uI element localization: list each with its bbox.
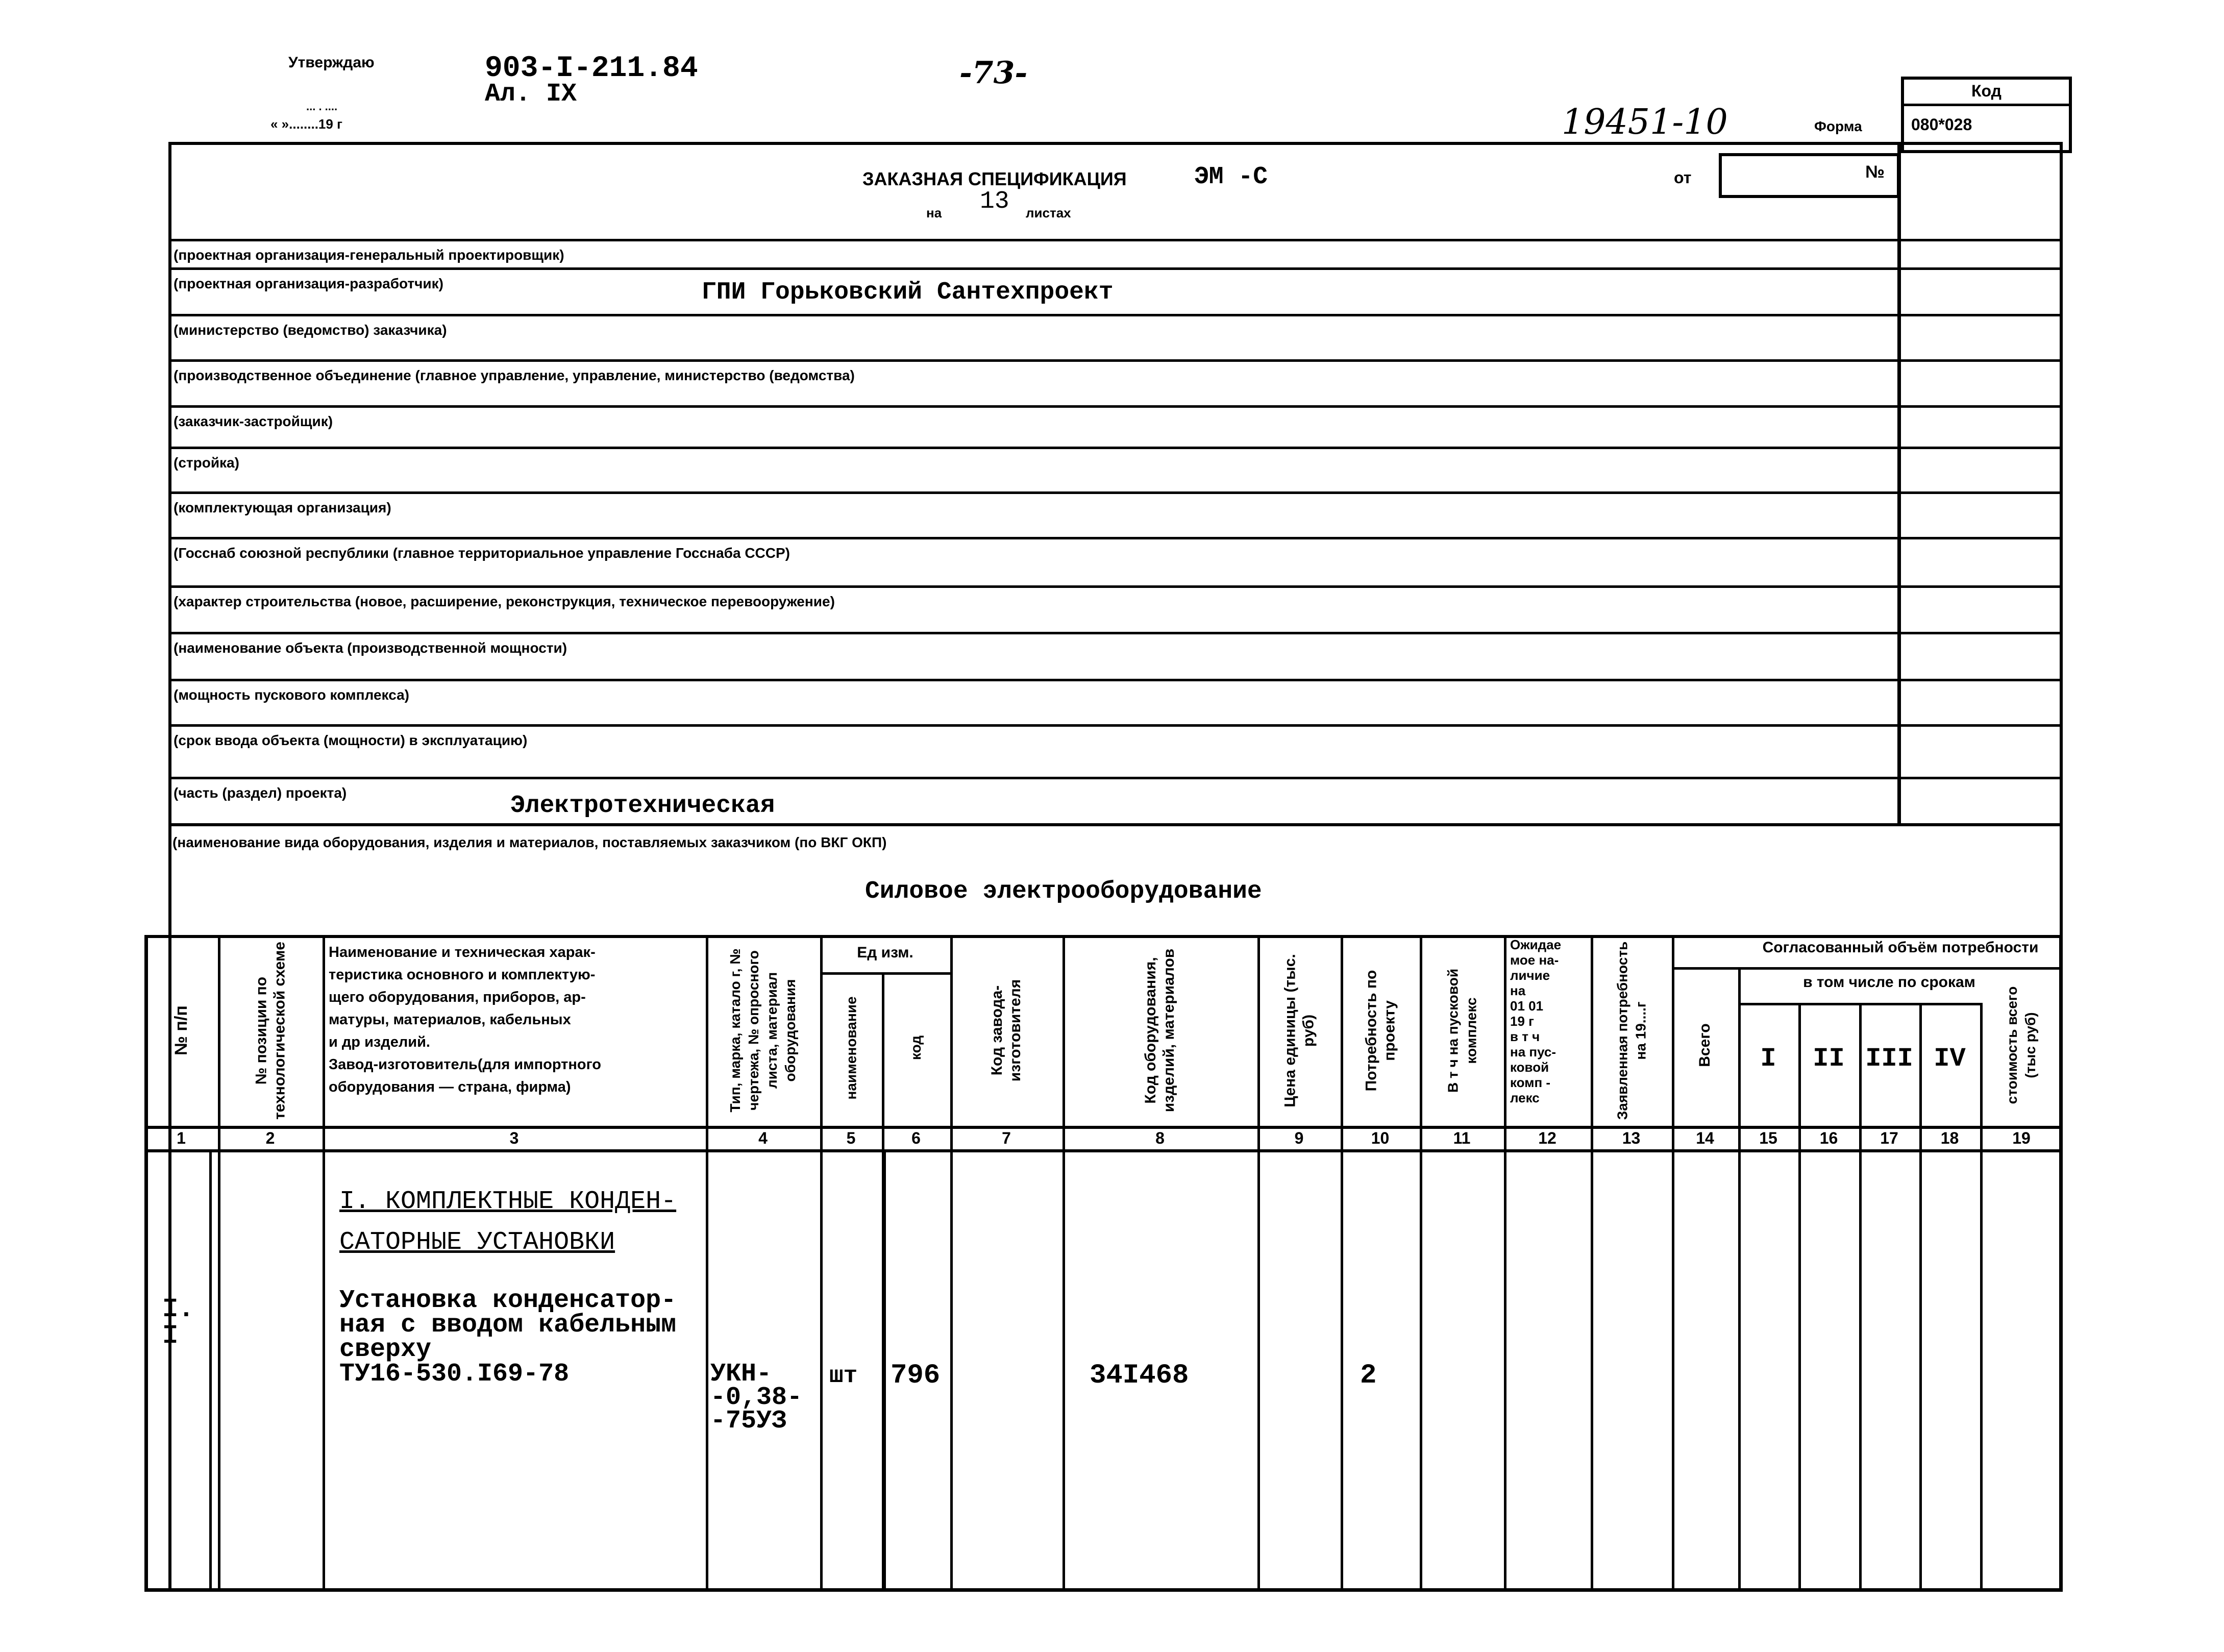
col-header-expected-line: на — [1510, 983, 1526, 998]
field-label: (Госснаб союзной республики (главное территориальное управление Госснаба СССР) — [174, 545, 790, 561]
spec-code: ЭМ -С — [1194, 163, 1268, 191]
field-line — [168, 724, 1901, 727]
need-quantity: 2 — [1360, 1360, 1377, 1391]
item-name-line2: ная с вводом кабельным — [339, 1311, 677, 1340]
form-label: Форма — [1814, 118, 1862, 134]
col-header-type: Тип, марка, катало г, № чертежа, № опросного листа, материал оборудования — [727, 948, 798, 1113]
section-heading-line2: САТОРНЫЕ УСТАНОВКИ — [339, 1228, 615, 1257]
col-header-need: Потребность по проекту — [1362, 970, 1398, 1091]
field-label: (заказчик-застройщик) — [174, 413, 333, 429]
col-header-position: № позиции по технологической схеме — [252, 941, 288, 1120]
col-header-name-line: оборудования — страна, фирма) — [329, 1079, 571, 1095]
equipment-label: (наименование вида оборудования, изделия и материалов, поставляемых заказчиком (по ВКГ ОКП) — [172, 834, 887, 850]
col-number-cost: 19 — [2012, 1129, 2031, 1147]
field-line — [168, 359, 1901, 362]
item-type — [710, 1360, 803, 1436]
quarters-header-line — [1738, 1003, 1980, 1005]
album-label: Ал. IX — [485, 80, 577, 109]
equipment-top-line — [168, 823, 2063, 826]
col-header-name-line: и др изделий. — [329, 1034, 430, 1050]
field-line — [168, 585, 1901, 588]
col-header-name — [329, 941, 601, 1098]
field-line — [168, 491, 1901, 494]
field-label: (проектная организация-генеральный проектировщик) — [174, 247, 564, 263]
field-code-line — [1897, 777, 2063, 779]
column-divider — [882, 1149, 886, 1588]
col-number-number: 1 — [177, 1129, 186, 1147]
from-label: от — [1674, 168, 1692, 187]
col-number-q4: 18 — [1940, 1129, 1959, 1147]
unit-name: шт — [829, 1363, 858, 1389]
field-code-line — [1897, 679, 2063, 681]
col-number-position: 2 — [265, 1129, 275, 1147]
col-header-factory-code: Код завода-изготовителя — [989, 979, 1024, 1082]
col-number-price: 9 — [1294, 1129, 1304, 1147]
field-code-line — [1897, 724, 2063, 727]
field-line — [168, 447, 1901, 449]
table-bottom-line — [144, 1588, 2063, 1592]
col-header-name-line: теристика основного и комплектую- — [329, 967, 596, 983]
col-header-expected-line: на пус- — [1510, 1044, 1556, 1059]
field-code-line — [1897, 359, 2063, 362]
field-code-line — [1897, 314, 2063, 316]
col-number-name: 3 — [509, 1129, 519, 1147]
numbers-bottom-line — [144, 1149, 2063, 1152]
field-code-line — [1897, 537, 2063, 539]
field-code-line — [1897, 239, 2063, 241]
col-header-expected-line: Ожидае — [1510, 937, 1562, 952]
col-number-startup: 11 — [1453, 1129, 1471, 1147]
item-name — [339, 1286, 677, 1389]
item-type-line2: -0,38- — [710, 1383, 803, 1412]
col-header-q4: IV — [1934, 1044, 1966, 1074]
column-divider — [323, 935, 325, 1588]
col-header-expected-line: личие — [1510, 968, 1550, 983]
sheets-suffix: листах — [1026, 205, 1071, 220]
item-type-line1: УКН- — [710, 1360, 772, 1389]
col-header-q1: I — [1760, 1044, 1776, 1074]
spec-title: ЗАКАЗНАЯ СПЕЦИФИКАЦИЯ — [862, 168, 1127, 189]
col-number-q3: 17 — [1880, 1129, 1898, 1147]
item-name-line3: сверху — [339, 1335, 432, 1364]
col-number-factory-code: 7 — [1002, 1129, 1011, 1147]
doc-number: 19451-10 — [1562, 102, 1728, 142]
column-divider — [209, 1149, 212, 1588]
table-top-line — [144, 935, 2063, 938]
col-header-unit-code: код — [908, 1035, 924, 1061]
field-label: (срок ввода объекта (мощности) в эксплуатацию) — [174, 732, 528, 748]
code-box-divider — [1901, 104, 2072, 106]
field-line — [168, 267, 1901, 270]
item-spec: ТУ16-530.I69-78 — [339, 1360, 570, 1389]
col-number-type: 4 — [758, 1129, 768, 1147]
col-header-expected-line: лекс — [1510, 1090, 1540, 1105]
section-heading-line1: I. КОМПЛЕКТНЫЕ КОНДЕН- — [339, 1187, 677, 1216]
col-header-expected-line: ковой — [1510, 1059, 1549, 1075]
col-header-number: № п/п — [171, 1005, 191, 1055]
field-label: (мощность пускового комплекса) — [174, 687, 409, 703]
field-line — [168, 679, 1901, 681]
col-number-equipment-code: 8 — [1155, 1129, 1165, 1147]
col-header-unit-name: наименование — [843, 996, 859, 1100]
field-code-line — [1897, 447, 2063, 449]
col-header-name-line: Наименование и техническая харак- — [329, 944, 596, 960]
column-divider — [1919, 1003, 1922, 1588]
column-divider — [1859, 1003, 1862, 1588]
code-column-divider — [1897, 142, 1901, 823]
field-line — [168, 239, 1901, 241]
field-code-line — [1897, 491, 2063, 494]
col-header-expected-line: 01 01 — [1510, 998, 1544, 1014]
col-number-declared: 13 — [1622, 1129, 1641, 1147]
field-value: Электротехническая — [510, 792, 775, 820]
col-header-q3: III — [1865, 1044, 1913, 1074]
page-number: -73- — [959, 55, 1028, 91]
col-header-declared: Заявленная потребность на 19....г — [1614, 941, 1648, 1120]
col-header-price: Цена единицы (тыс. руб) — [1281, 953, 1317, 1107]
field-label: (стройка) — [174, 455, 239, 471]
field-label: (комплектующая организация) — [174, 500, 391, 515]
field-label: (министерство (ведомство) заказчика) — [174, 322, 447, 338]
col-header-name-line: щего оборудования, приборов, ар- — [329, 989, 586, 1005]
project-code: 903-I-211.84 — [485, 52, 698, 85]
col-header-expected-line: мое на- — [1510, 952, 1559, 968]
col-number-unit-name: 5 — [846, 1129, 856, 1147]
column-divider — [1798, 1003, 1801, 1588]
field-code-line — [1897, 405, 2063, 408]
col-number-total: 14 — [1696, 1129, 1714, 1147]
field-line — [168, 537, 1901, 539]
equipment-value: Силовое электрооборудование — [865, 878, 1262, 905]
col-header-startup: В т ч на пусковой комплекс — [1444, 968, 1479, 1093]
col-header-q2: II — [1813, 1044, 1845, 1074]
approve-date-line: « »........19 г — [270, 116, 342, 132]
col-header-name-line: Завод-изготовитель(для импортного — [329, 1056, 601, 1073]
sheets-count: 13 — [980, 188, 1009, 215]
field-code-line — [1897, 267, 2063, 270]
field-label: (производственное объединение (главное управление, управление, министерство (ведомства) — [174, 367, 855, 383]
col-number-unit-code: 6 — [911, 1129, 921, 1147]
form-code: 080*028 — [1911, 115, 1972, 134]
col-header-total: Всего — [1696, 1023, 1713, 1067]
col-number-q2: 16 — [1819, 1129, 1838, 1147]
field-label: (часть (раздел) проекта) — [174, 785, 347, 801]
col-header-cost: стоимость всего (тыс руб) — [2004, 986, 2038, 1104]
col-header-name-line: матуры, материалов, кабельных — [329, 1012, 571, 1028]
equipment-code: 34I468 — [1090, 1360, 1189, 1391]
col-number-q1: 15 — [1759, 1129, 1777, 1147]
item-name-line1: Установка конденсатор- — [339, 1286, 677, 1315]
field-label: (наименование объекта (производственной мощности) — [174, 640, 567, 656]
column-divider — [1504, 935, 1506, 1588]
field-value: ГПИ Горьковский Сантехпроект — [702, 279, 1114, 306]
approve-line1: ... . .... — [306, 100, 338, 113]
col-header-unit: Ед изм. — [857, 944, 913, 961]
col-number-need: 10 — [1371, 1129, 1390, 1147]
number-label: № — [1865, 162, 1885, 182]
col-header-expected-line: комп - — [1510, 1075, 1551, 1090]
col-header-agreed: Согласованный объём потребности — [1762, 939, 2039, 956]
field-line — [168, 632, 1901, 634]
field-line — [168, 777, 1901, 779]
section-heading — [339, 1181, 676, 1263]
field-label: (характер строительства (новое, расширение, реконструкция, техническое перевооружение) — [174, 594, 835, 609]
code-label: Код — [1971, 82, 2001, 100]
col-number-expected: 12 — [1538, 1129, 1556, 1147]
col-header-expected-line: в т ч — [1510, 1029, 1540, 1044]
field-line — [168, 405, 1901, 408]
field-label: (проектная организация-разработчик) — [174, 276, 443, 291]
col-header-equipment-code: Код оборудования, изделий, материалов — [1142, 948, 1177, 1113]
approve-label: Утверждаю — [288, 54, 375, 71]
unit-code: 796 — [891, 1360, 941, 1391]
col-header-quarters: в том числе по срокам — [1803, 974, 1975, 991]
item-type-line3: -75УЗ — [710, 1407, 787, 1436]
row-number: I. I — [162, 1294, 194, 1351]
sheets-prefix: на — [926, 205, 942, 220]
field-code-line — [1897, 585, 2063, 588]
col-header-expected — [1510, 937, 1561, 1105]
field-line — [168, 314, 1901, 316]
col-header-expected-line: 19 г — [1510, 1014, 1534, 1029]
field-code-line — [1897, 632, 2063, 634]
